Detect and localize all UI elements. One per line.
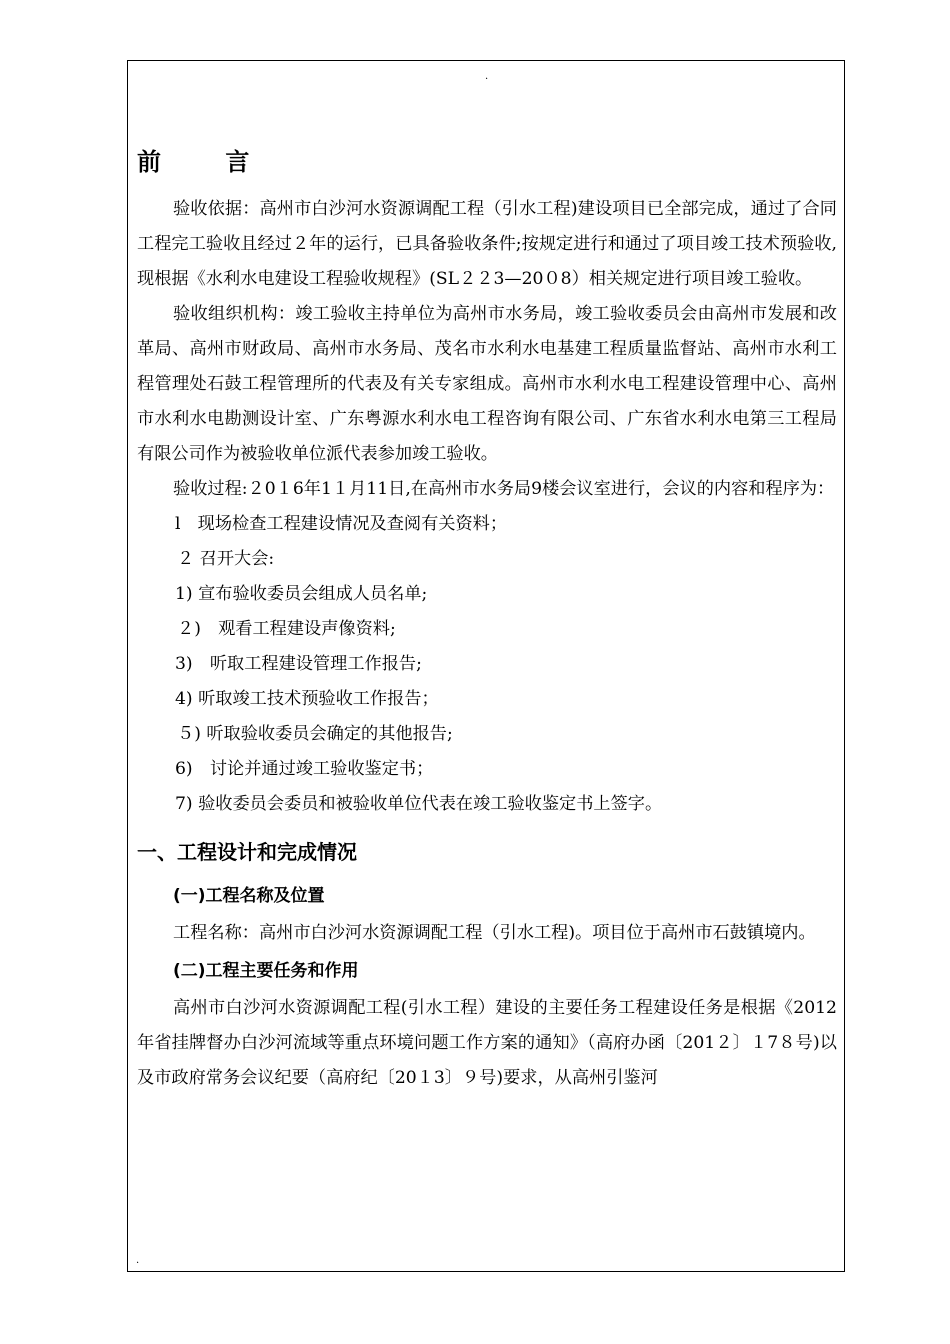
list-item: l 现场检查工程建设情况及查阅有关资料； xyxy=(175,514,508,534)
section-heading: 一、工程设计和完成情况 xyxy=(137,840,357,864)
list-item: 6) 讨论并通过竣工验收鉴定书； xyxy=(175,759,434,779)
subsection-heading-name-location: (一)工程名称及位置 xyxy=(173,886,325,906)
list-item: 3) 听取工程建设管理工作报告; xyxy=(175,654,422,674)
list-item: ２) 观看工程建设声像资料; xyxy=(177,619,396,639)
list-item: 7) 验收委员会委员和被验收单位代表在竣工验收鉴定书上签字。 xyxy=(175,794,663,814)
top-mark: . xyxy=(485,71,489,82)
document-body xyxy=(137,140,837,1096)
project-tasks-paragraph: 高州市白沙河水资源调配工程(引水工程）建设的主要任务工程建设任务是根据《2012年省挂牌督办白沙河流域等重点环境问题工作方案的通知》（高府办函〔201２〕１7８号)以及市政府常务会议纪要（高府纪〔20１3〕９号)要求，从高州引鉴河 xyxy=(137,998,837,1088)
acceptance-organization-paragraph: 验收组织机构：竣工验收主持单位为高州市水务局，竣工验收委员会由高州市发展和改革局、高州市财政局、高州市水务局、茂名市水利水电基建工程质量监督站、高州市水利工程管理处石鼓工程管理所的代表及有关专家组成。高州市水利水电工程建设管理中心、高州市水利水电勘测设计室、广东粤源水利水电工程咨询有限公司、广东省水利水电第三工程局有限公司作为被验收单位派代表参加竣工验收。 xyxy=(137,304,837,464)
bottom-mark: . xyxy=(136,1255,140,1266)
preface-heading: 前 言 xyxy=(137,148,278,176)
acceptance-basis-paragraph: 验收依据：高州市白沙河水资源调配工程（引水工程)建设项目已全部完成，通过了合同工程完工验收且经过２年的运行，已具备验收条件;按规定进行和通过了项目竣工技术预验收,现根据《水利水电建设工程验收规程》(SL２２3—20０8）相关规定进行项目竣工验收。 xyxy=(137,199,837,289)
list-item: 4) 听取竣工技术预验收工作报告； xyxy=(175,689,439,709)
list-item: ２ 召开大会: xyxy=(177,549,275,569)
list-item: 1) 宣布验收委员会组成人员名单; xyxy=(175,584,428,604)
list-item: ５) 听取验收委员会确定的其他报告; xyxy=(177,724,453,744)
project-name-paragraph: 工程名称：高州市白沙河水资源调配工程（引水工程)。项目位于高州市石鼓镇境内。 xyxy=(173,923,816,943)
acceptance-process-paragraph: 验收过程:２0１6年1１月11日,在高州市水务局9楼会议室进行，会议的内容和程序为： xyxy=(173,479,835,499)
procedure-list xyxy=(137,507,837,822)
subsection-heading-tasks: (二)工程主要任务和作用 xyxy=(173,961,359,981)
